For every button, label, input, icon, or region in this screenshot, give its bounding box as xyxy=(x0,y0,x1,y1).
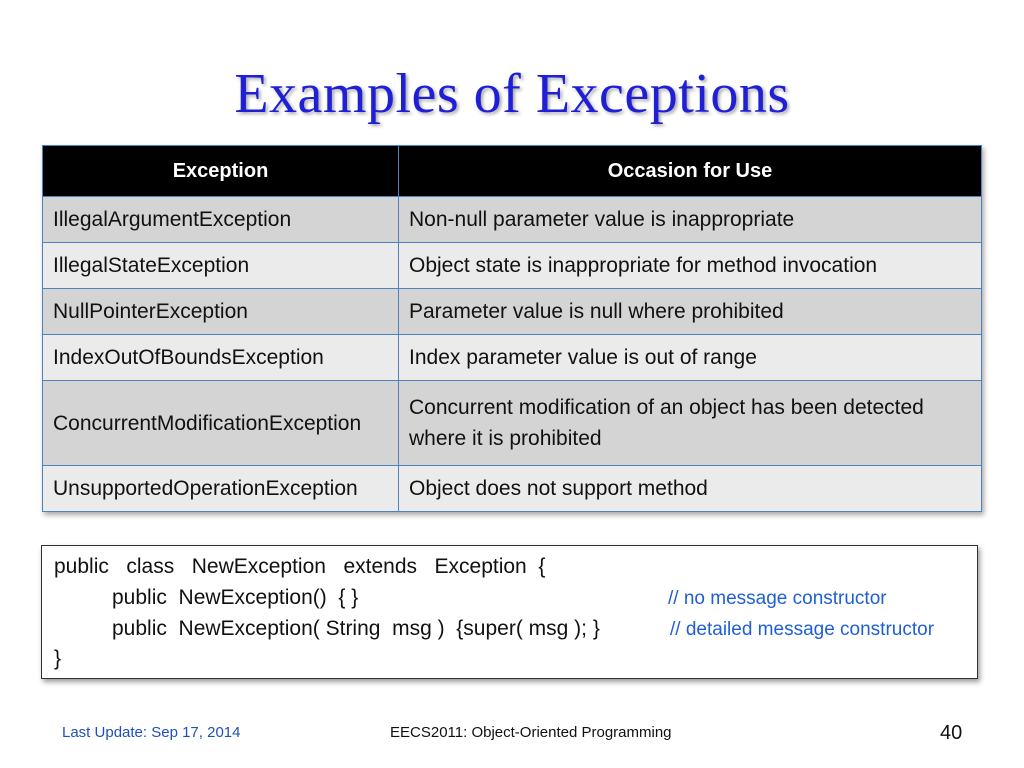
slide-title: Examples of Exceptions xyxy=(234,63,790,125)
exception-occasion: Parameter value is null where prohibited xyxy=(399,289,982,335)
exception-name: ConcurrentModificationException xyxy=(43,381,399,466)
header-exception: Exception xyxy=(43,146,399,197)
code-class-declaration: public class NewException extends Exception { xyxy=(54,555,546,578)
table-header-row xyxy=(43,146,982,197)
footer-last-update: Last Update: Sep 17, 2014 xyxy=(62,724,241,741)
code-example-box xyxy=(41,545,978,679)
exception-occasion: Index parameter value is out of range xyxy=(399,335,982,381)
slide-number: 40 xyxy=(940,722,963,744)
table-row xyxy=(43,466,982,512)
exception-name: IllegalArgumentException xyxy=(43,197,399,243)
exception-occasion: Concurrent modification of an object has been detected where it is prohibited xyxy=(399,381,982,466)
table-row xyxy=(43,381,982,466)
header-occasion: Occasion for Use xyxy=(399,146,982,197)
code-default-constructor: public NewException() { } xyxy=(112,586,359,609)
code-message-constructor: public NewException( String msg ) {super( msg ); } xyxy=(112,617,600,640)
code-comment-no-message: // no message constructor xyxy=(668,588,887,609)
table-row xyxy=(43,335,982,381)
code-comment-detailed: // detailed message constructor xyxy=(670,619,935,640)
exception-name: IndexOutOfBoundsException xyxy=(43,335,399,381)
exception-occasion: Object does not support method xyxy=(399,466,982,512)
exception-name: NullPointerException xyxy=(43,289,399,335)
table-row xyxy=(43,243,982,289)
footer-course-name: EECS2011: Object-Oriented Programming xyxy=(390,724,672,741)
exception-occasion: Object state is inappropriate for method invocation xyxy=(399,243,982,289)
exception-occasion: Non-null parameter value is inappropriate xyxy=(399,197,982,243)
table-row xyxy=(43,289,982,335)
exceptions-table xyxy=(42,145,982,512)
exception-name: IllegalStateException xyxy=(43,243,399,289)
exception-name: UnsupportedOperationException xyxy=(43,466,399,512)
table-row xyxy=(43,197,982,243)
code-closing-brace: } xyxy=(54,647,62,670)
